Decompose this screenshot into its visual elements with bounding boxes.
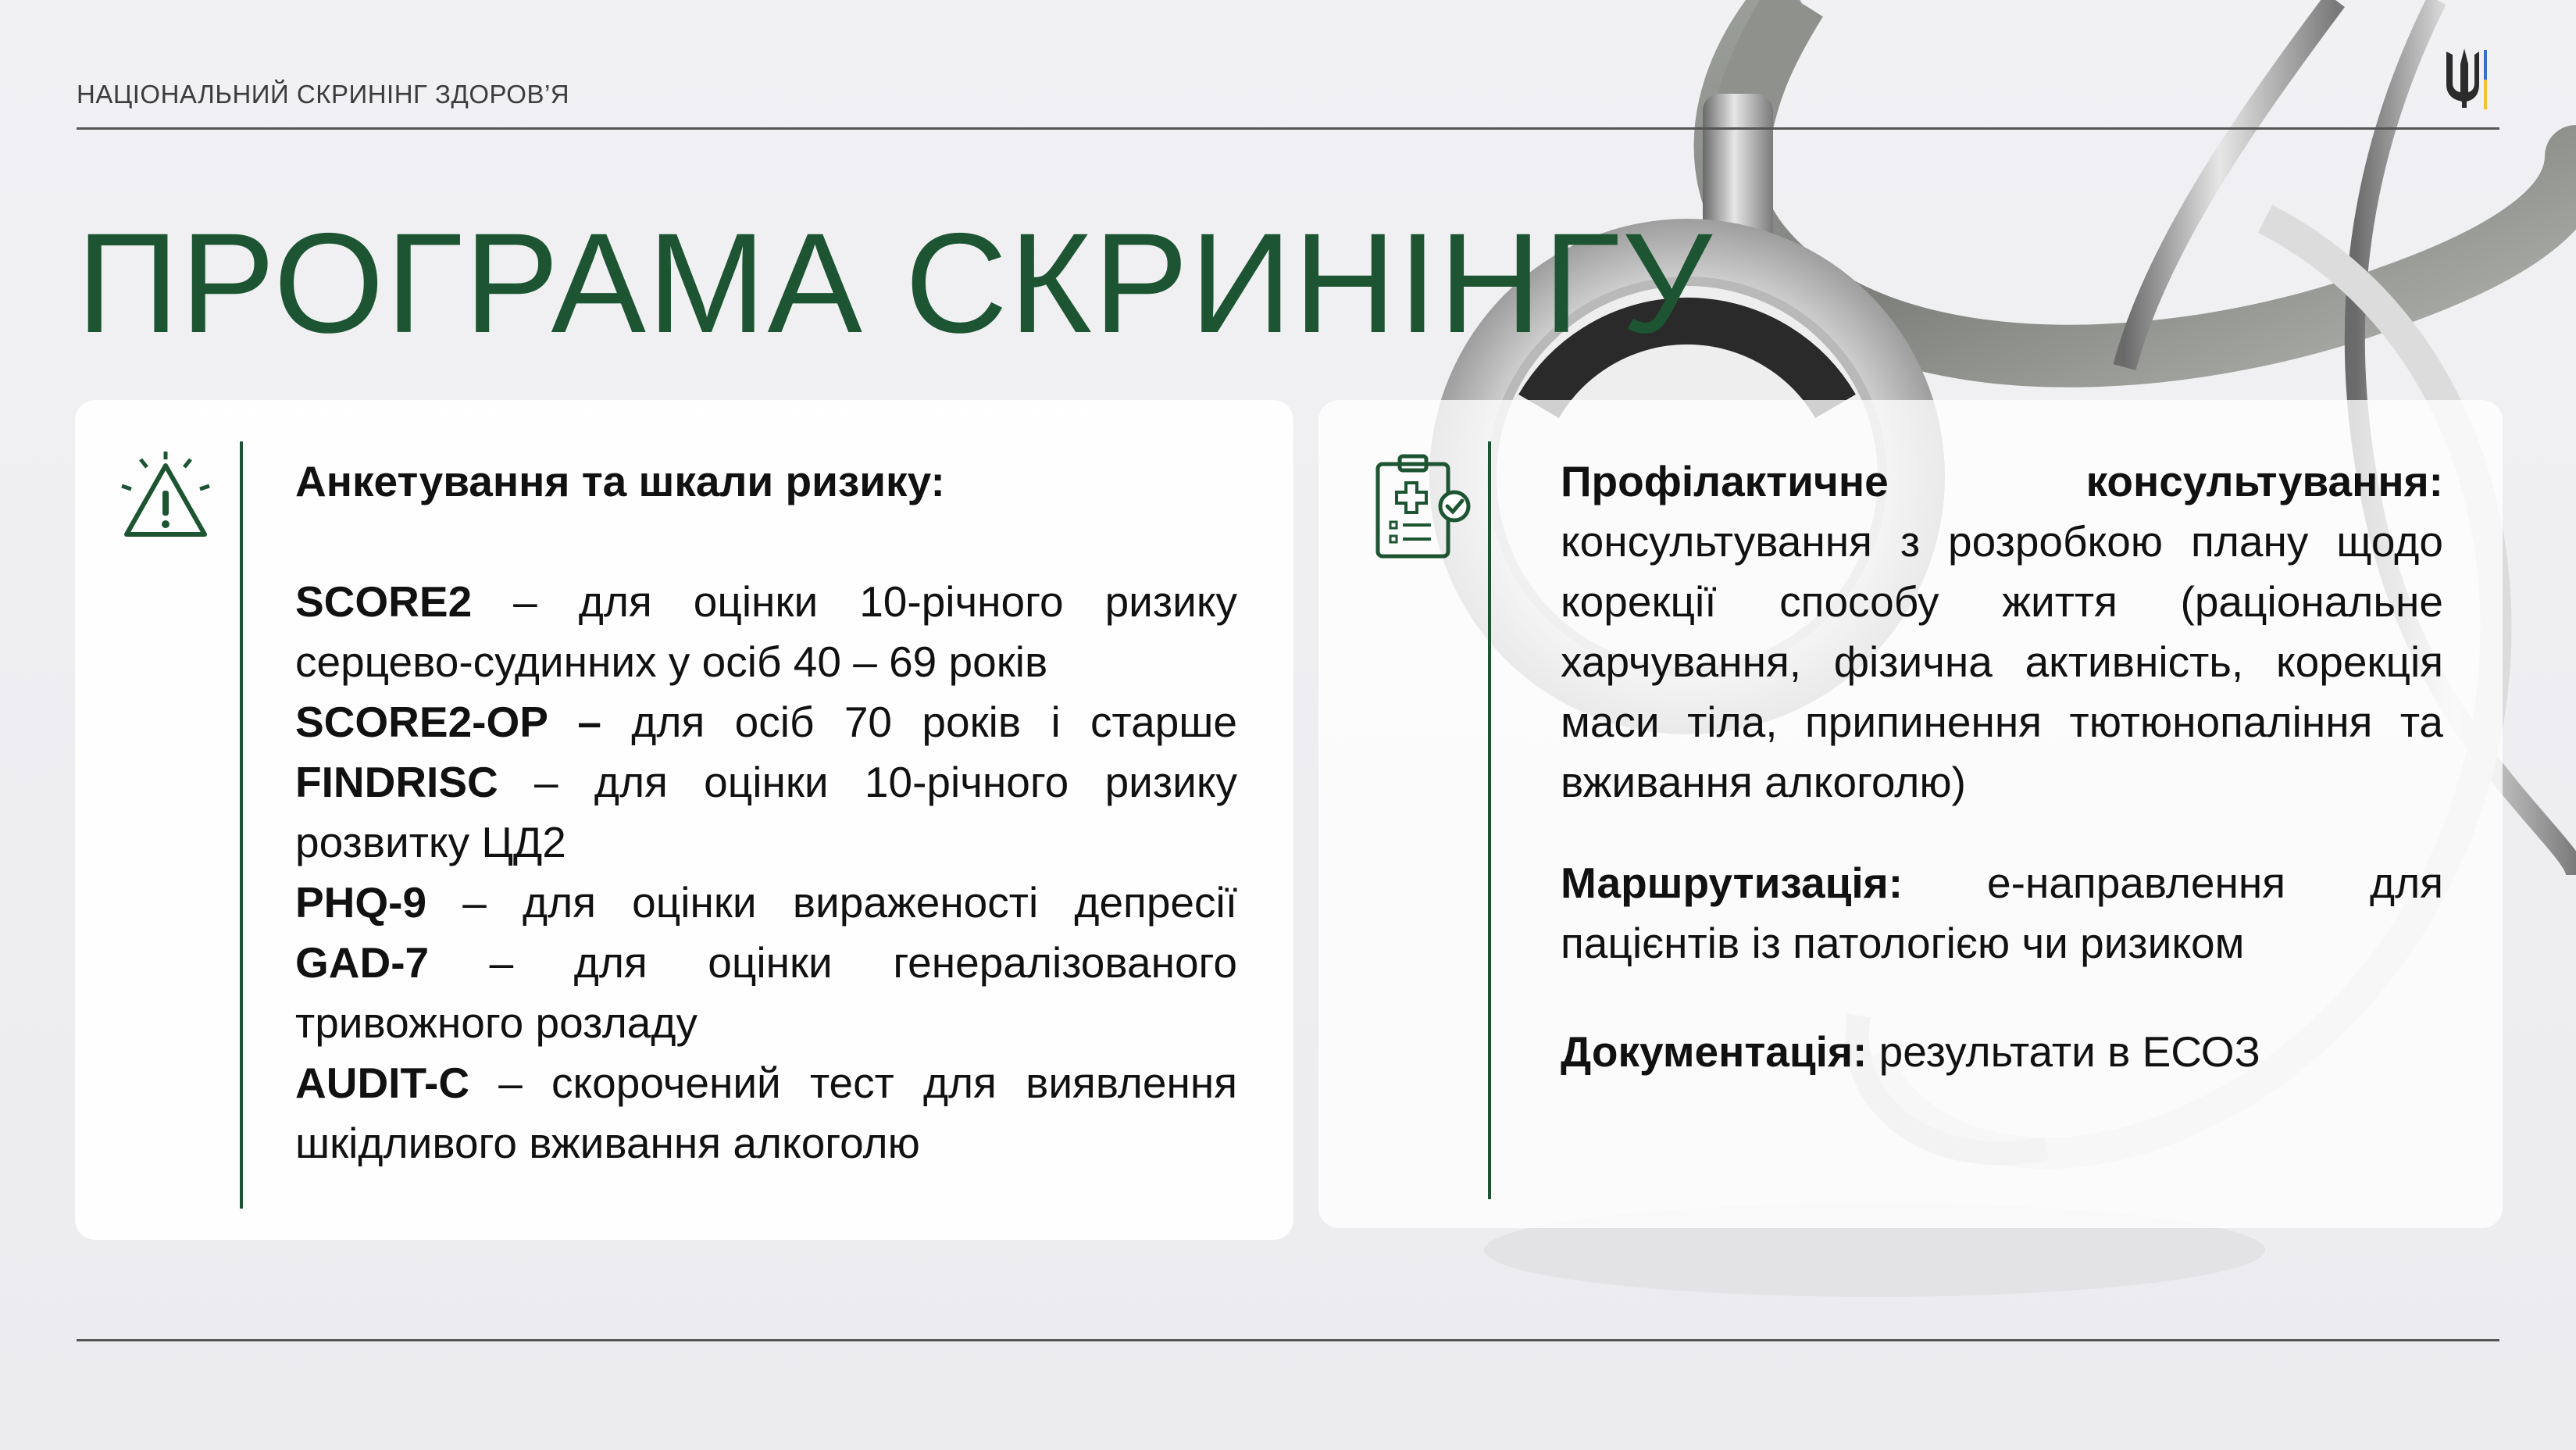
left-card-divider <box>240 441 243 1209</box>
top-divider <box>77 127 2499 130</box>
right-card-text <box>1561 452 2443 1082</box>
documentation-section: Документація: результати в ЕСОЗ <box>1561 1027 2260 1076</box>
list-item: FINDRISC – для оцінки 10-річного ризику розвитку ЦД2 <box>295 758 1237 866</box>
header-label: НАЦІОНАЛЬНИЙ СКРИНІНГ ЗДОРОВ’Я <box>77 80 570 109</box>
page-title: ПРОГРАМА СКРИНІНГУ <box>77 203 1714 362</box>
list-item: GAD-7 – для оцінки генералізованого тривожного розладу <box>295 938 1237 1047</box>
trident-emblem-icon <box>2440 45 2487 111</box>
medical-clipboard-icon <box>1373 452 1472 561</box>
list-item: AUDIT-C – скорочений тест для виявлення шкідливого вживання алкоголю <box>295 1059 1237 1167</box>
consultation-section: Профілактичне консультування: консультування з розробкою плану щодо корекції способу життя (раціональне харчування, фізична активність, корекція маси тіла, припинення тютюнопаління та вживання алкоголю) <box>1561 457 2443 806</box>
list-item: SCORE2-OP – для осіб 70 років і старше <box>295 698 1237 746</box>
list-item: PHQ-9 – для оцінки вираженості депресії <box>295 878 1237 927</box>
list-item: SCORE2 – для оцінки 10-річного ризику серцево-судинних у осіб 40 – 69 років <box>295 577 1237 686</box>
left-card-text <box>295 452 1237 1173</box>
bottom-divider <box>77 1339 2499 1341</box>
routing-section: Маршрутизація: е-направлення для пацієнтів із патологією чи ризиком <box>1561 859 2443 967</box>
right-card-divider <box>1488 441 1491 1199</box>
left-card-heading: Анкетування та шкали ризику: <box>295 457 945 505</box>
warning-triangle-icon <box>117 452 214 541</box>
